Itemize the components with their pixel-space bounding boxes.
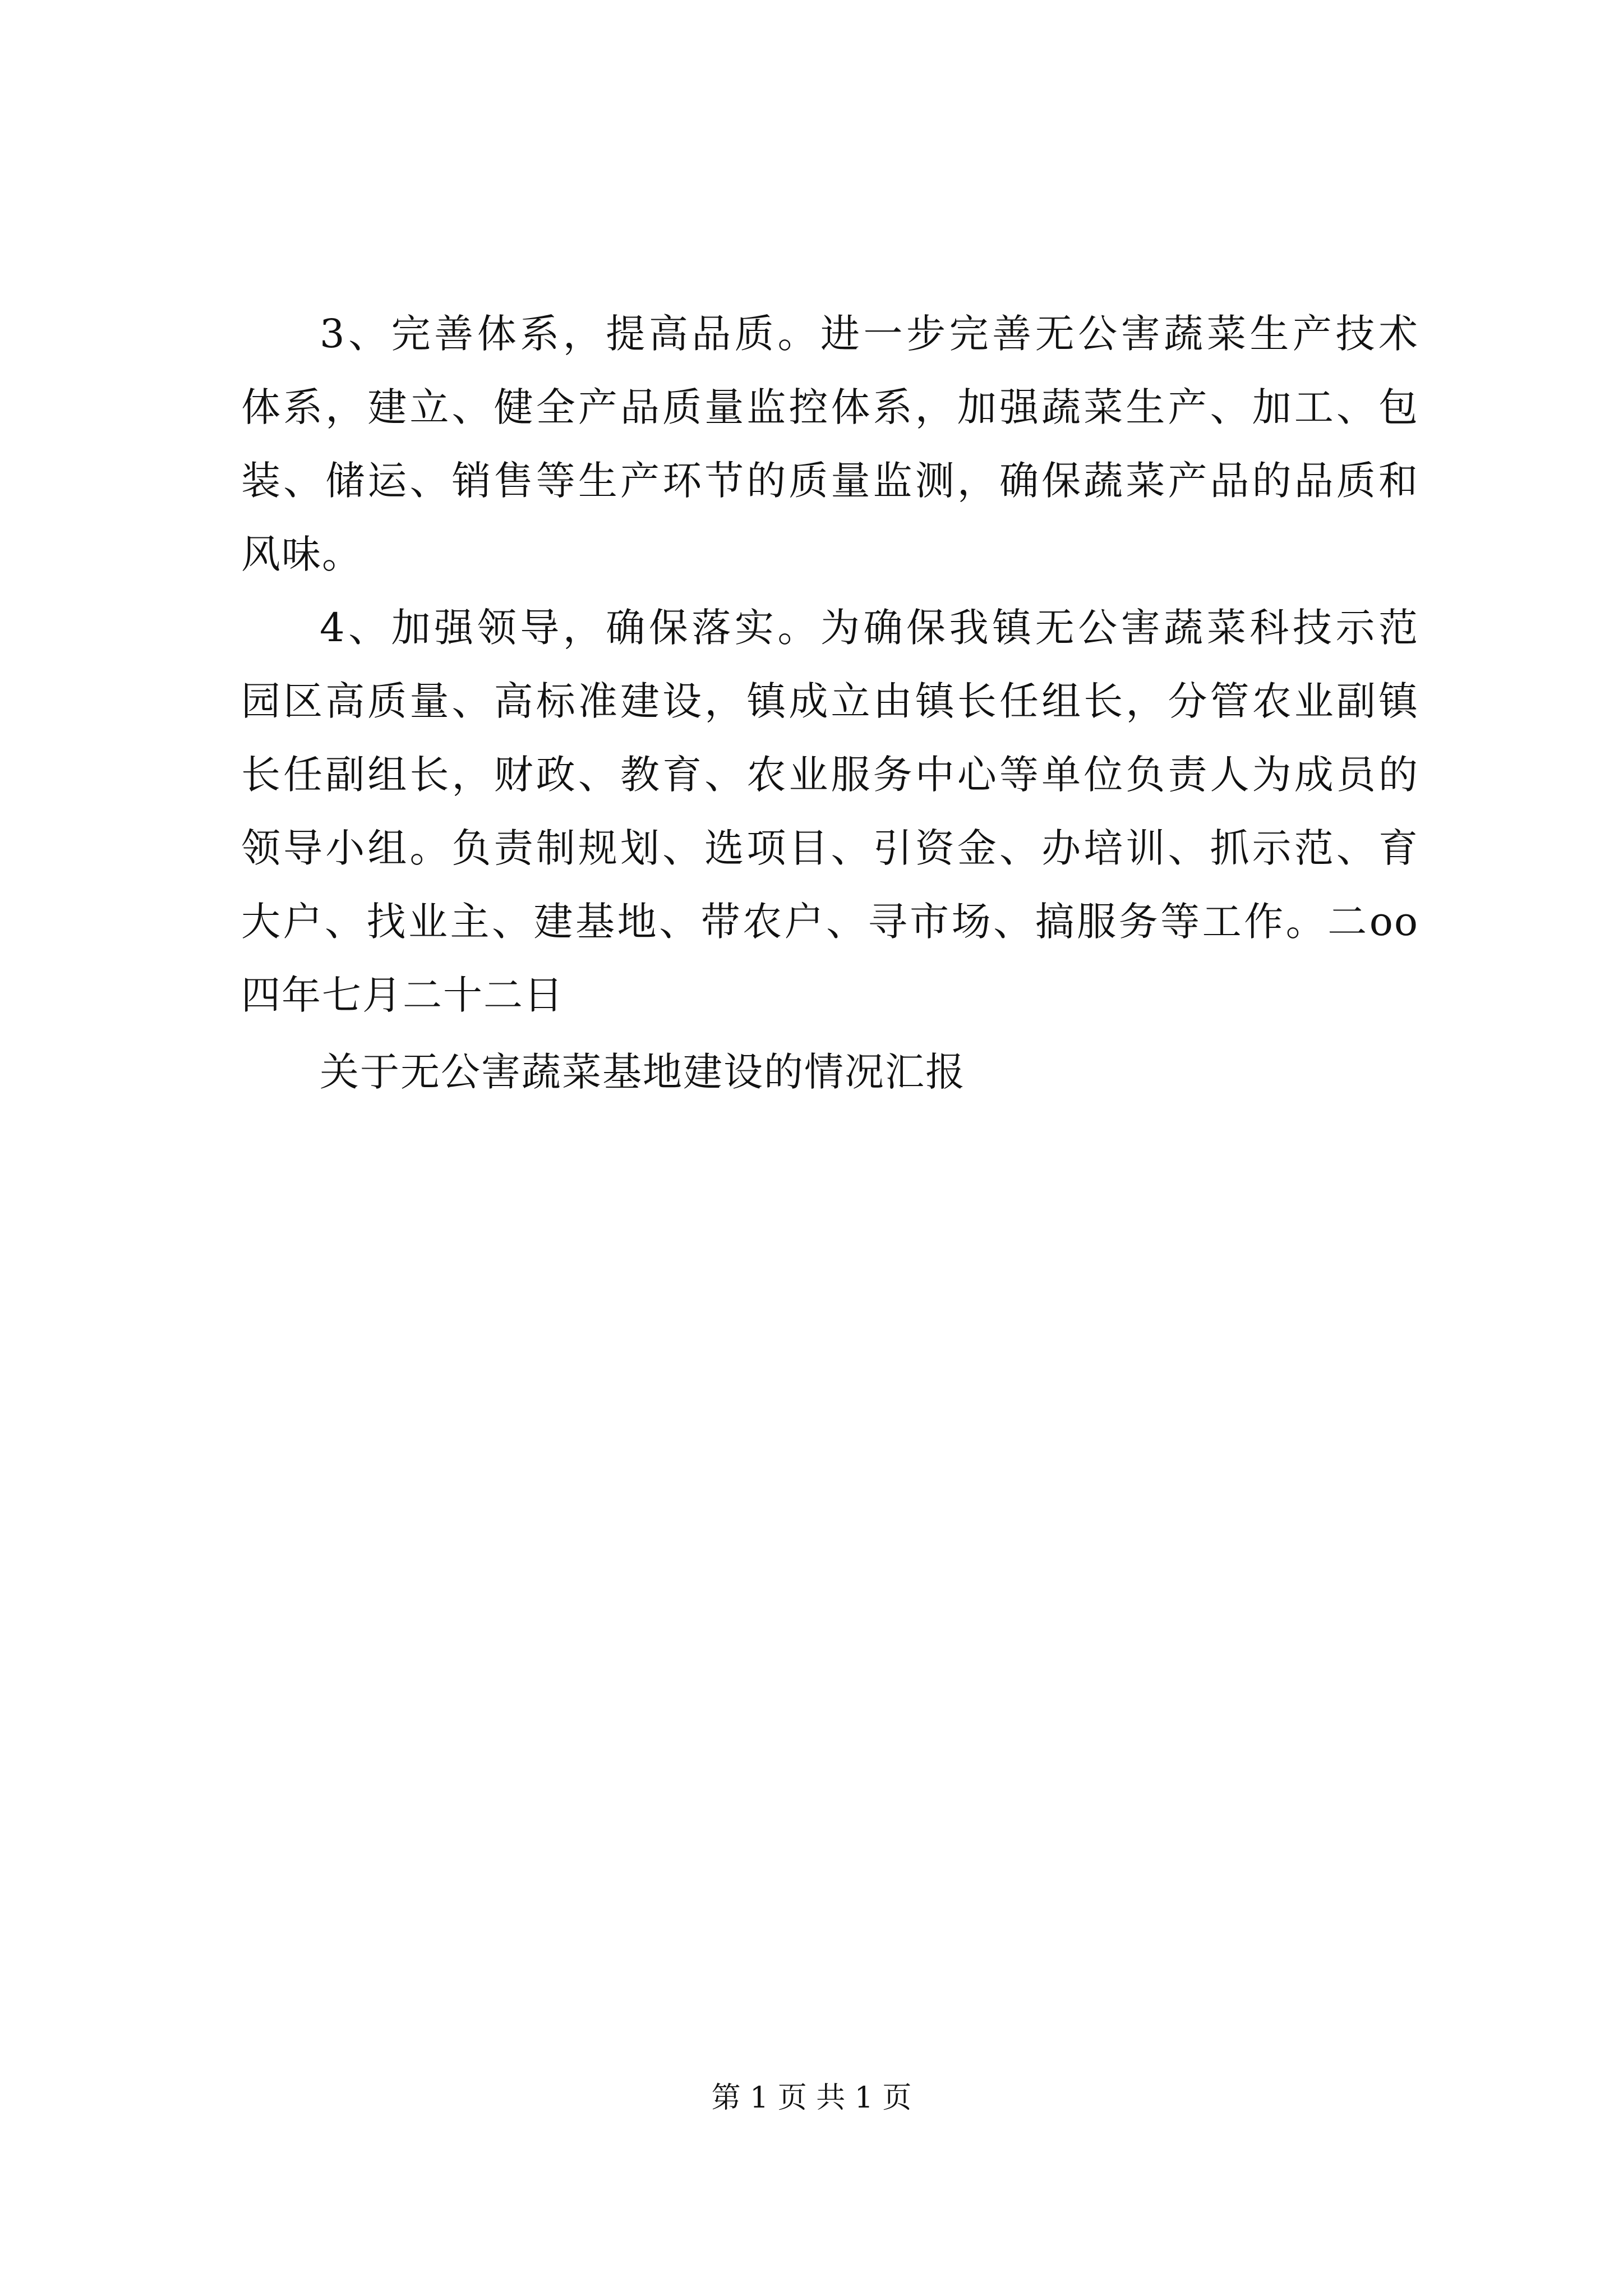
paragraph-3-line-3: 装、储运、销售等生产环节的质量监测，确保蔬菜产品的品质和 bbox=[241, 458, 1419, 504]
paragraph-3-line-4: 风味。 bbox=[241, 531, 362, 577]
paragraph-4-line-4: 领导小组。负责制规划、选项目、引资金、办培训、抓示范、育 bbox=[241, 825, 1419, 871]
page-number-footer: 第 1 页 共 1 页 bbox=[711, 2081, 912, 2115]
date-line: 四年七月二十二日 bbox=[241, 972, 564, 1018]
paragraph-3-line-1: 3、完善体系，提高品质。进一步完善无公害蔬菜生产技术 bbox=[320, 311, 1419, 357]
paragraph-4-line-5: 大户、找业主、建基地、带农户、寻市场、搞服务等工作。二oo bbox=[241, 899, 1419, 945]
report-title: 关于无公害蔬菜基地建设的情况汇报 bbox=[320, 1049, 966, 1095]
paragraph-3-line-2: 体系，建立、健全产品质量监控体系，加强蔬菜生产、加工、包 bbox=[241, 384, 1419, 430]
paragraph-4-line-2: 园区高质量、高标准建设，镇成立由镇长任组长，分管农业副镇 bbox=[241, 678, 1419, 724]
document-body bbox=[241, 297, 1419, 1109]
paragraph-4-line-3: 长任副组长，财政、教育、农业服务中心等单位负责人为成员的 bbox=[241, 752, 1419, 798]
paragraph-4-line-1: 4、加强领导，确保落实。为确保我镇无公害蔬菜科技示范 bbox=[320, 605, 1419, 651]
